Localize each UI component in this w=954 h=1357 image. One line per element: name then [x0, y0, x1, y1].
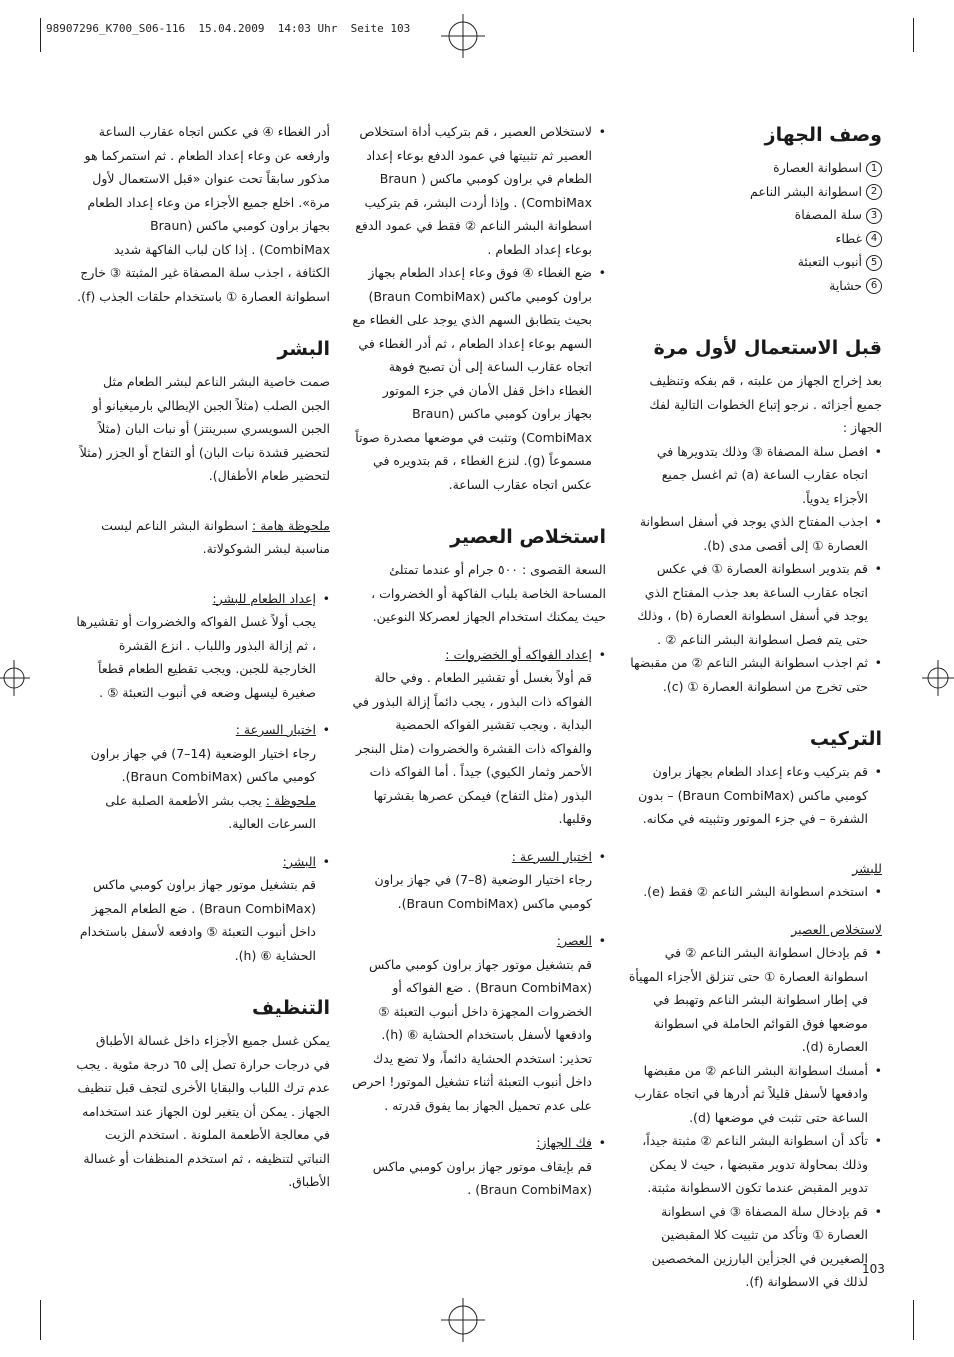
- part-label: سلة المصفاة: [794, 207, 862, 222]
- grating-speed-note-text: يجب بشر الأطعمة الصلبة على السرعات العالية.: [105, 792, 316, 831]
- juice-sections: [352, 643, 606, 831]
- list-item: • ثم اجذب اسطوانة البشر الناعم ② من مقبضها حتى تخرج من اسطوانة العصارة ① (c).: [628, 651, 868, 698]
- list-item: • قم بإدخال اسطوانة البشر الناعم ② في اسطوانة العصارة ① حتى تنزلق الأجزاء المهيأة في إطار اسطوانة البشر الناعم وتهبط في موضعها فوق القوائم الحاملة في اسطوانة العصارة (d).: [628, 941, 868, 1059]
- list-item: • لاستخلاص العصير ، قم بتركيب أداة استخلاص العصير ثم تثبيتها في عمود الدفع بوعاء إعداد الطعام في براون كومبي ماكس ( Braun CombiMax) . وإذا أردت البشر، قم بتركيب اسطوانة البشر الناعم ② فقط في عمود الدفع بوعاء إعداد الطعام .: [352, 120, 592, 261]
- grating-speed-note-label: ملحوظة :: [265, 792, 316, 808]
- device-description-heading: وصف الجهاز: [764, 124, 882, 146]
- grating-speed-label: اختيار السرعة :: [235, 722, 316, 737]
- crop-mark: [40, 18, 41, 52]
- list-item: • افصل سلة المصفاة ③ وذلك بتدويرها في اتجاه عقارب الساعة (a) ثم اغسل جميع الأجزاء يدوياً.: [628, 440, 868, 511]
- part-item: [628, 250, 882, 274]
- juicing-label: العصر:: [556, 933, 592, 948]
- juice-extraction-heading: استخلاص العصير: [450, 526, 606, 548]
- list-item: • قم بتركيب وعاء إعداد الطعام بجهاز براون كومبي ماكس (Braun CombiMax) – بدون الشفرة – في جزء الموتور وتثبيته في مكانه.: [628, 760, 868, 831]
- column-left: [76, 120, 330, 1194]
- page-number: 103: [862, 1262, 885, 1276]
- assembly-steps: [628, 760, 882, 831]
- part-label: اسطوانة العصارة: [773, 160, 862, 175]
- grating-subheading: للبشر: [852, 860, 882, 876]
- prep-text: قم أولاً بغسل أو تقشير الطعام . وفي حالة الفواكه ذات البذور ، يجب دائماً إزالة البذور في البداية . ويجب تقشير الفواكه الحمضية والفواكه ذات القشرة والخضروات (مثل البنجر الأحمر وثمار الكيوي) جيداً . أما الفواكه ذات البذور (مثل التفاح) فيمكن عصرها بقشرتها وقلبها.: [352, 670, 592, 826]
- grate-text: قم بتشغيل موتور جهاز براون كومبي ماكس (Braun CombiMax) . ضع الطعام المجهز داخل أنبوب التعبئة ⑤ وادفعه لأسفل باستخدام الحشاية ⑥ (h).: [79, 877, 316, 963]
- part-number: 4: [866, 231, 882, 247]
- list-item: • اجذب المفتاح الذي يوجد في أسفل اسطوانة العصارة ① إلى أقصى مدى (b).: [628, 510, 868, 557]
- grate-section: [76, 850, 330, 968]
- disassemble-section: [352, 1131, 606, 1202]
- part-item: [628, 156, 882, 180]
- speed-label: اختيار السرعة :: [511, 848, 592, 864]
- disassemble-label: فك الجهاز:: [536, 1135, 592, 1150]
- list-item: [352, 1131, 592, 1202]
- grating-prep-section: [76, 587, 330, 705]
- list-item: • أمسك اسطوانة البشر الناعم ② من مقبضها وادفعها لأسفل قليلاً ثم أدرها في اتجاه عقارب الساعة حتى تثبت في موضعها (d).: [628, 1059, 868, 1130]
- grating-speed-section: [76, 718, 330, 836]
- part-number: 3: [866, 208, 882, 224]
- registration-mark-right: [912, 656, 954, 700]
- speed-section: [352, 845, 606, 916]
- registration-mark-bottom: [441, 1298, 485, 1342]
- crop-mark: [40, 1300, 41, 1340]
- list-item: • تأكد أن اسطوانة البشر الناعم ② مثبتة جيداً، وذلك بمحاولة تدوير مقبضها ، حيث لا يمكن تدوير المقبض عندما تكون الاسطوانة مثبتة.: [628, 1129, 868, 1200]
- part-number: 1: [866, 161, 882, 177]
- cleaning-heading: التنظيف: [251, 997, 330, 1019]
- part-item: [628, 274, 882, 298]
- important-note: [76, 514, 330, 561]
- part-label: حشاية: [829, 277, 862, 293]
- column-right: [628, 120, 882, 1294]
- crop-mark: [913, 1300, 914, 1340]
- list-item: • استخدم اسطوانة البشر الناعم ② فقط (e).: [628, 880, 868, 904]
- setup-steps: [352, 120, 606, 496]
- part-number: 6: [866, 278, 882, 294]
- parts-list: [628, 156, 882, 297]
- part-label: اسطوانة البشر الناعم: [750, 183, 862, 199]
- first-use-steps: [628, 440, 882, 699]
- cleaning-text: يمكن غسل جميع الأجزاء داخل غسالة الأطباق في درجات حرارة تصل إلى ٦٥ درجة مئوية . يجب عدم ترك اللباب والبقايا الأخرى لتجف قبل تنظيف الجهاز . يمكن أن يتغير لون الجهاز عند استخدامه في معالجة الأطعمة الملونة . استخدم الزيت النباتي لتنظيفه ، ثم استخدم المنظفات أو غسالة الأطباق.: [76, 1033, 330, 1189]
- list-item: [76, 850, 316, 968]
- grating-intro: صمت خاصية البشر الناعم لبشر الطعام مثل الجبن الصلب (مثلاً الجبن الإيطالي بارميغيانو أو الجبن السويسري سبرينتز) أو نبات البان (مثلاً لتحضير قشدة نبات البان) أو التفاح أو الجزر (مثلاً لتحضير طعام الأطفال).: [79, 374, 330, 483]
- crop-mark: [913, 18, 914, 52]
- list-item: [76, 718, 316, 836]
- list-item: [352, 929, 592, 1117]
- part-item: [628, 227, 882, 251]
- juicing-text: قم بتشغيل موتور جهاز براون كومبي ماكس (Braun CombiMax) . ضع الفواكه أو الخضروات المجهزة داخل أنبوب التعبئة ⑤ وادفعها لأسفل باستخدام الحشاية ⑥ (h). تحذير: استخدم الحشاية دائماً، ولا تضع يدك داخل أنبوب التعبئة أثناء تشغيل الموتور! احرص على عدم تحميل الجهاز بما يفوق قدرته .: [352, 956, 592, 1113]
- note-label: ملحوظة هامة :: [252, 517, 330, 533]
- first-use-intro: بعد إخراج الجهاز من علبته ، قم بفكه وتنظيف جميع أجزائه . نرجو إتباع الخطوات التالية لفك الجهاز :: [649, 373, 882, 435]
- note-text: اسطوانة البشر الناعم ليست مناسبة لبشر الشوكولاتة.: [101, 517, 330, 556]
- list-item: [352, 845, 592, 916]
- list-item: [76, 587, 316, 705]
- part-number: 5: [866, 255, 882, 271]
- juicing-section: [352, 929, 606, 1117]
- prep-label: إعداد الفواكه أو الخضروات :: [445, 646, 592, 662]
- grating-speed-text: رجاء اختيار الوضعية (14–7) في جهاز براون كومبي ماكس (Braun CombiMax).: [90, 745, 316, 784]
- lid-removal-text: أدر الغطاء ④ في عكس اتجاه عقارب الساعة وارفعه عن وعاء إعداد الطعام . ثم استمركما هو مذكور سابقاً تحت عنوان «قبل الاستعمال لأول مرة». اخلع جميع الأجزاء من وعاء إعداد الطعام بجهاز براون كومبي ماكس (Braun CombiMax) . إذا كان لباب الفاكهة شديد الكثافة ، اجذب سلة المصفاة غير المثبتة ③ خارج اسطوانة العصارة ① باستخدام حلقات الجذب (f).: [77, 124, 330, 304]
- speed-text: رجاء اختيار الوضعية (8–7) في جهاز براون كومبي ماكس (Braun CombiMax).: [374, 872, 592, 911]
- part-label: غطاء: [835, 230, 862, 246]
- grating-steps: [628, 880, 882, 904]
- print-slug: 98907296_K700_S06-116 15.04.2009 14:03 Uhr Seite 103: [46, 22, 411, 35]
- part-label: أنبوب التعبئة: [797, 254, 862, 269]
- juicing-steps: [628, 941, 882, 1294]
- juicing-subheading: لاستخلاص العصير: [791, 921, 882, 937]
- registration-mark-top: [441, 14, 485, 58]
- registration-mark-left: [0, 656, 44, 700]
- part-item: [628, 203, 882, 227]
- list-item: • ضع الغطاء ④ فوق وعاء إعداد الطعام بجهاز براون كومبي ماكس (Braun CombiMax) بحيث يتطابق السهم الذي يوجد على الغطاء مع السهم بوعاء إعداد الطعام ، ثم أدر الغطاء في اتجاه عقارب الساعة إلى أن تصبح فوهة الغطاء داخل قفل الأمان في جزء الموتور بجهاز براون كومبي ماكس (Braun CombiMax) وتثبت في موضعها مصدرة صوتاً مسموعاً (g). لنزع الغطاء ، قم بتدويره في عكس اتجاه عقارب الساعة.: [352, 261, 592, 496]
- list-item: • قم بإدخال سلة المصفاة ③ في اسطوانة العصارة ① وتأكد من تثبيت كلا المقبضين الصغيرين في الجزأين البارزين المخصصين لذلك في الاسطوانة (f).: [628, 1200, 868, 1294]
- grating-prep-label: إعداد الطعام للبشر:: [212, 590, 316, 606]
- disassemble-text: قم بإيقاف موتور جهاز براون كومبي ماكس (Braun CombiMax) .: [372, 1158, 592, 1197]
- column-middle: [352, 120, 606, 1202]
- part-number: 2: [866, 184, 882, 200]
- juice-capacity: السعة القصوى : ٥٠٠ جرام أو عندما تمتلئ المساحة الخاصة بلباب الفاكهة أو الخضروات ، حيث يمكنك استخدام الجهاز لعصركلا النوعين.: [371, 562, 606, 624]
- grating-heading: البشر: [277, 338, 330, 360]
- grate-label: البشر:: [282, 853, 316, 869]
- list-item: • قم بتدوير اسطوانة العصارة ① في عكس اتجاه عقارب الساعة بعد جذب المفتاح الذي يوجد في أسفل اسطوانة العصارة (b) ، وذلك حتى يتم فصل اسطوانة البشر الناعم ② .: [628, 557, 868, 651]
- part-item: [628, 180, 882, 204]
- first-use-heading: قبل الاستعمال لأول مرة: [653, 337, 882, 359]
- grating-prep-text: يجب أولاً غسل الفواكه والخضروات أو تقشيرها ، ثم إزالة البذور واللباب . انزع القشرة الخارجية للجبن. ويجب تقطيع الطعام قطعاً صغيرة ليسهل وضعه في أنبوب التعبئة ⑤ .: [76, 614, 316, 700]
- assembly-heading: التركيب: [809, 728, 882, 750]
- list-item: [352, 643, 592, 831]
